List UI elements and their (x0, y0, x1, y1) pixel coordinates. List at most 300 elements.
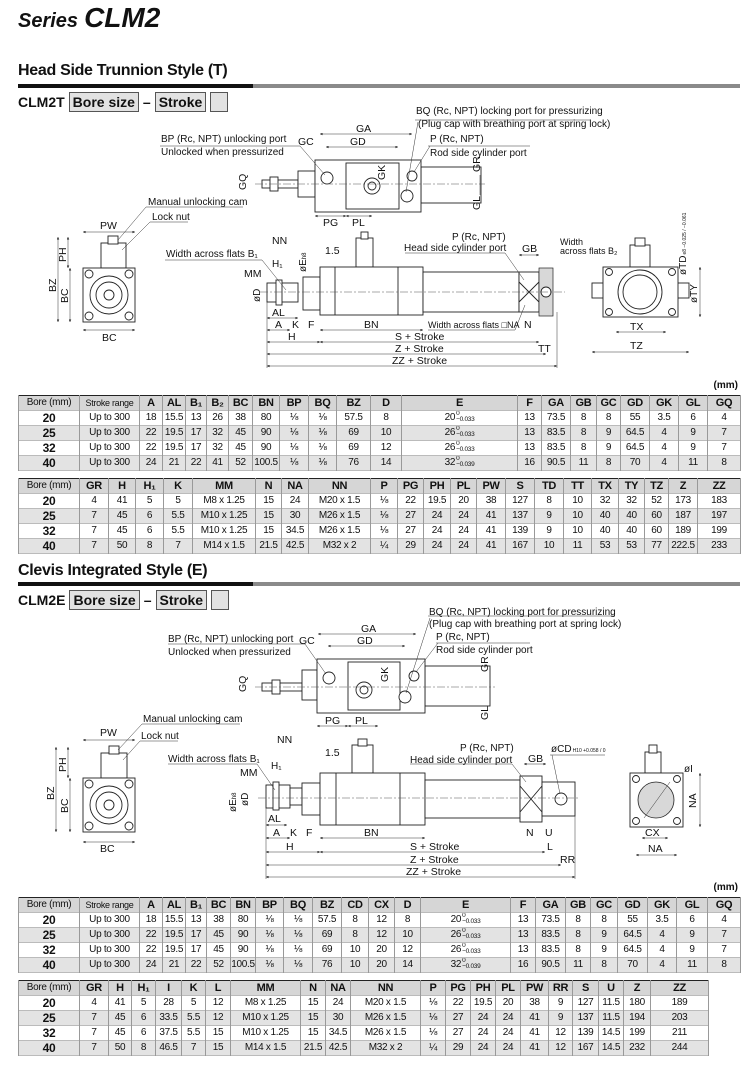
table-cell: 7 (708, 928, 741, 943)
column-header: TD (535, 479, 564, 494)
table-cell: Up to 300 (80, 943, 140, 958)
dim-bc-horizontal: BC (100, 843, 115, 855)
table-cell: 167 (573, 1041, 599, 1056)
dim-td: øTDe8 −0.025 / −0.061 (678, 212, 689, 275)
table-cell: 21 (163, 456, 186, 471)
table-cell: 69 (337, 441, 371, 456)
lock-nut-label: Lock nut (152, 212, 190, 223)
column-header: U (599, 981, 624, 996)
dim-gd: GD (350, 136, 366, 148)
column-header: F (511, 898, 536, 913)
table-cell: 60 (645, 524, 669, 539)
column-header: GA (536, 898, 566, 913)
table-cell: 64.5 (621, 426, 650, 441)
dim-gr: GR (479, 656, 491, 672)
column-header: GD (618, 898, 648, 913)
column-header: N (256, 479, 282, 494)
table-cell: 41 (109, 494, 136, 509)
column-header: D (395, 898, 421, 913)
table-cell: M10 x 1.25 (231, 1026, 301, 1041)
model-prefix: CLM2T (18, 94, 65, 110)
table-cell: 5.5 (164, 524, 193, 539)
column-header: NN (351, 981, 421, 996)
column-header: NA (282, 479, 309, 494)
table-cell: 13 (518, 441, 542, 456)
dim-gq: GQ (237, 675, 249, 692)
table-cell: ¼ (421, 1041, 446, 1056)
table-cell: 24 (451, 539, 477, 554)
table-cell: 40 (619, 509, 645, 524)
table-cell: 24 (451, 509, 477, 524)
table-cell: 12 (369, 928, 395, 943)
p-head-port-label: P (Rc, NPT) (452, 232, 506, 243)
bq-port-label: BQ (Rc, NPT) locking port for pressurizing (429, 607, 616, 618)
column-header: GB (571, 396, 597, 411)
dim-h: H (286, 841, 294, 853)
column-header: H (109, 479, 136, 494)
table-cell: 42.5 (282, 539, 309, 554)
table-cell: 7 (80, 1011, 109, 1026)
table-cell: 73.5 (536, 913, 566, 928)
dim-pg: PG (325, 715, 341, 727)
column-header: BQ (284, 898, 313, 913)
dim-gl: GL (479, 705, 491, 720)
table-cell: 32 (619, 494, 645, 509)
table-cell: 17 (186, 943, 207, 958)
column-header: B₂ (207, 396, 229, 411)
tolerance-upper: 0 (462, 957, 466, 965)
table-cell: 64.5 (618, 928, 648, 943)
series-prefix: Series (18, 10, 79, 32)
column-header: N (301, 981, 326, 996)
dim-zz-stroke: ZZ + Stroke (392, 355, 448, 367)
table-cell: ⅛ (280, 441, 309, 456)
column-header: PG (398, 479, 424, 494)
unit-label: (mm) (713, 882, 738, 893)
column-header: GC (591, 898, 618, 913)
column-header: TZ (645, 479, 669, 494)
table-cell: 27 (398, 524, 424, 539)
table-cell: 52 (229, 456, 253, 471)
bore-size-cell: 20 (19, 411, 80, 426)
table-cell: 8 (566, 913, 591, 928)
table-cell: 30 (326, 1011, 351, 1026)
table-cell: 211 (651, 1026, 709, 1041)
table-cell: 37.5 (156, 1026, 182, 1041)
table-cell: 8 (571, 441, 597, 456)
table-cell: 10 (535, 539, 564, 554)
column-header: P (371, 479, 398, 494)
table-cell: 8 (591, 913, 618, 928)
table-cell: 38 (477, 494, 506, 509)
table-cell: 45 (109, 1011, 132, 1026)
table-cell: 41 (521, 1026, 549, 1041)
table-cell: 42.5 (326, 1041, 351, 1056)
table-cell: 4 (80, 996, 109, 1011)
dim-ga: GA (361, 623, 377, 635)
table-cell: 203 (651, 1011, 709, 1026)
dim-l: L (547, 841, 553, 853)
dim-gc: GC (298, 136, 314, 148)
table-cell: 32 (592, 494, 619, 509)
tolerance-upper: 0 (456, 425, 460, 433)
dim-nn: NN (272, 235, 288, 247)
table-cell: 8 (571, 426, 597, 441)
tolerance-nominal: 20 (444, 412, 456, 423)
table-cell: 4 (650, 441, 679, 456)
table-cell: 4 (708, 913, 741, 928)
table-cell: 14 (371, 456, 402, 471)
dim-1-5: 1.5 (325, 747, 340, 759)
table-cell: 24 (496, 1026, 521, 1041)
table-cell: 41 (207, 456, 229, 471)
column-header: GQ (708, 898, 741, 913)
dim-ph: PH (57, 247, 69, 262)
table-cell: 13 (186, 913, 207, 928)
table-cell: 13 (511, 913, 536, 928)
table-cell: 9 (549, 996, 573, 1011)
table-cell: 32 (207, 426, 229, 441)
tolerance-nominal: 32 (444, 457, 456, 468)
table-cell: 22 (186, 456, 207, 471)
table-cell: ⅛ (284, 943, 313, 958)
table-cell: 139 (573, 1026, 599, 1041)
table-cell: 77 (645, 539, 669, 554)
bore-size-cell: 25 (19, 426, 80, 441)
dim-bc-horizontal: BC (102, 332, 117, 344)
table-cell: 14.5 (599, 1026, 624, 1041)
table-cell: 6 (132, 1011, 156, 1026)
dim-na-horizontal: NA (648, 843, 663, 855)
table-cell: 19.5 (471, 996, 496, 1011)
p-rod-port-label: P (Rc, NPT) (436, 632, 490, 643)
unit-label: (mm) (713, 380, 738, 391)
column-header: F (518, 396, 542, 411)
dim-h1: H₁ (271, 761, 282, 772)
table-cell: M10 x 1.25 (231, 1011, 301, 1026)
column-header: BC (207, 898, 231, 913)
table-cell: 24 (496, 1041, 521, 1056)
table-cell: 27 (446, 1026, 471, 1041)
table-cell: 11 (566, 958, 591, 973)
bore-size-cell: 32 (19, 943, 80, 958)
table-cell: 8 (342, 913, 369, 928)
table-cell: 21.5 (256, 539, 282, 554)
table-cell: ⅛ (256, 928, 284, 943)
dim-al: AL (268, 813, 281, 825)
table-cell: 55 (621, 411, 650, 426)
bore-size-cell: 20 (19, 913, 80, 928)
column-header: H (109, 981, 132, 996)
column-header: PW (521, 981, 549, 996)
table-cell: 15 (206, 1026, 231, 1041)
section-title-clevis: Clevis Integrated Style (E) (18, 562, 208, 579)
model-prefix: CLM2E (18, 592, 66, 608)
table-cell: 15 (206, 1041, 231, 1056)
table-cell: 22 (140, 928, 163, 943)
column-header: BP (280, 396, 309, 411)
table-cell: 137 (573, 1011, 599, 1026)
table-cell: 5 (182, 996, 206, 1011)
dim-pw: PW (100, 727, 117, 739)
column-header: GQ (708, 396, 741, 411)
table-cell: 199 (624, 1026, 651, 1041)
table-cell: 45 (109, 1026, 132, 1041)
table-cell: 20 (369, 958, 395, 973)
bore-size-cell: 25 (19, 928, 80, 943)
tolerance-upper: 0 (456, 410, 460, 418)
table-cell: 9 (677, 928, 708, 943)
table-cell: 21 (163, 958, 186, 973)
table-cell: 41 (477, 524, 506, 539)
table-cell: 137 (506, 509, 535, 524)
table-cell: M10 x 1.25 (193, 509, 256, 524)
table-cell: 9 (597, 441, 621, 456)
table-cell: M8 x 1.25 (193, 494, 256, 509)
table-cell: 41 (521, 1011, 549, 1026)
table-cell: 7 (80, 524, 109, 539)
table-cell: 16 (511, 958, 536, 973)
table-cell: 10 (564, 494, 592, 509)
tolerance-lower: −0.033 (462, 933, 481, 941)
table-cell: ⅛ (280, 456, 309, 471)
table-cell: 11 (679, 456, 708, 471)
dim-e: øEh8 (298, 252, 309, 272)
table-cell: 9 (679, 441, 708, 456)
dim-f: F (306, 827, 313, 839)
dim-n: N (524, 319, 532, 331)
table-cell: 11 (677, 958, 708, 973)
dim-od: øD (240, 792, 251, 806)
table-cell: 4 (648, 958, 677, 973)
table-cell: 7 (80, 509, 109, 524)
width-across-flats-na-label: Width across flats □NA (428, 320, 520, 330)
dim-e: øEh8 (228, 792, 239, 812)
table-cell: 53 (619, 539, 645, 554)
table-cell: 12 (369, 913, 395, 928)
table-cell: 52 (645, 494, 669, 509)
dim-k: K (292, 319, 300, 331)
table-cell: 24 (326, 996, 351, 1011)
column-header: TX (592, 479, 619, 494)
table-cell: ⅛ (421, 1011, 446, 1026)
table-cell: 29 (446, 1041, 471, 1056)
table-cell: 13 (518, 411, 542, 426)
table-cell: 12 (206, 1011, 231, 1026)
table-cell: 69 (313, 943, 342, 958)
table-cell: 17 (186, 441, 207, 456)
table-cell: 38 (229, 411, 253, 426)
table-cell: 127 (506, 494, 535, 509)
table-cell: 6 (136, 509, 164, 524)
column-header: GL (677, 898, 708, 913)
table-cell: 11 (564, 539, 592, 554)
table-cell: 13 (518, 426, 542, 441)
column-header: Z (624, 981, 651, 996)
unlocked-note: Unlocked when pressurized (161, 147, 284, 158)
table-cell: ⅛ (280, 426, 309, 441)
bore-size-cell: 20 (19, 996, 80, 1011)
table-cell: 8 (136, 539, 164, 554)
table-cell: M26 x 1.5 (351, 1026, 421, 1041)
table-cell: 15 (256, 524, 282, 539)
table-cell: 12 (206, 996, 231, 1011)
tolerance-nominal: 20 (450, 914, 462, 925)
table-cell: 5.5 (182, 1011, 206, 1026)
table-cell: 60 (645, 509, 669, 524)
table-cell: 20 (451, 494, 477, 509)
table-cell: 27 (398, 509, 424, 524)
table-cell: 5.5 (164, 509, 193, 524)
table-cell: 8 (708, 456, 741, 471)
column-header: PH (471, 981, 496, 996)
stroke-box: Stroke (156, 590, 208, 610)
dim-n: N (526, 827, 534, 839)
dim-bz: BZ (47, 278, 59, 292)
dim-s-stroke: S + Stroke (410, 841, 460, 853)
table-cell: 83.5 (536, 928, 566, 943)
table-cell: 9 (549, 1011, 573, 1026)
dim-s-stroke: S + Stroke (395, 331, 445, 343)
dim-gd: GD (357, 635, 373, 647)
section-title-trunnion: Head Side Trunnion Style (T) (18, 62, 228, 79)
table-cell: 90 (231, 943, 256, 958)
dim-ga: GA (356, 123, 372, 135)
column-header: BQ (309, 396, 337, 411)
table-cell: 7 (164, 539, 193, 554)
table-cell: 34.5 (326, 1026, 351, 1041)
table-cell: ⅛ (371, 509, 398, 524)
table-cell: 244 (651, 1041, 709, 1056)
column-header: TT (564, 479, 592, 494)
table-cell: 27 (446, 1011, 471, 1026)
width-across-flats-b1-label: Width across flats B₁ (168, 754, 260, 765)
table-cell: 8 (132, 1041, 156, 1056)
column-header: E (421, 898, 511, 913)
table-cell: 22 (398, 494, 424, 509)
bp-port-label: BP (Rc, NPT) unlocking port (161, 134, 287, 145)
table-cell: 41 (477, 509, 506, 524)
dim-ty: øTY (689, 284, 700, 303)
table-cell: 10 (342, 943, 369, 958)
table-cell: 50 (109, 539, 136, 554)
table-cell: 4 (650, 426, 679, 441)
stroke-box: Stroke (155, 92, 207, 112)
tolerance-nominal: 32 (450, 959, 462, 970)
column-header: PW (477, 479, 506, 494)
column-header: ZZ (651, 981, 709, 996)
table-cell: Up to 300 (80, 928, 140, 943)
table-cell: M14 x 1.5 (231, 1041, 301, 1056)
tolerance-upper: 0 (462, 912, 466, 920)
table-cell: 3.5 (648, 913, 677, 928)
table-cell: M32 x 2 (309, 539, 371, 554)
table-cell: 8 (591, 958, 618, 973)
table-cell: 4 (80, 494, 109, 509)
table-cell: 50 (109, 1041, 132, 1056)
column-header: I (156, 981, 182, 996)
table-cell: 15 (301, 996, 326, 1011)
dim-h1: H₁ (272, 259, 283, 270)
dim-pl: PL (355, 715, 368, 727)
width-across-flats-b2-label-2: across flats B₂ (560, 246, 618, 256)
table-cell: 57.5 (337, 411, 371, 426)
table-cell: 10 (342, 958, 369, 973)
table-cell: 180 (624, 996, 651, 1011)
tolerance-lower: −0.033 (456, 446, 475, 454)
table-cell: 9 (535, 509, 564, 524)
dim-rr: RR (560, 854, 576, 866)
table-cell: 8 (566, 943, 591, 958)
table-cell: 24 (140, 456, 163, 471)
column-header: D (371, 396, 402, 411)
column-header: S (573, 981, 599, 996)
dim-nn: NN (277, 734, 293, 746)
column-header: RR (549, 981, 573, 996)
table-cell: 24 (471, 1026, 496, 1041)
table-cell: 15.5 (163, 913, 186, 928)
dim-a: A (273, 827, 281, 839)
table-cell: 194 (624, 1011, 651, 1026)
bore-size-cell: 25 (19, 509, 80, 524)
table-cell: 45 (229, 441, 253, 456)
table-cell: 9 (591, 943, 618, 958)
table-cell: 167 (506, 539, 535, 554)
table-cell: ⅛ (284, 958, 313, 973)
plug-cap-note: (Plug cap with breathing port at spring lock) (418, 119, 611, 130)
table-cell: Up to 300 (80, 441, 140, 456)
column-header: Bore (mm) (19, 479, 80, 494)
table-cell: 12 (371, 441, 402, 456)
column-header: GR (80, 981, 109, 996)
table-cell: 10 (371, 426, 402, 441)
column-header: AL (163, 898, 186, 913)
column-header: Stroke range (80, 898, 140, 913)
dim-gc: GC (299, 635, 315, 647)
bore-size-box: Bore size (69, 590, 139, 610)
tolerance-upper: 0 (456, 455, 460, 463)
table-cell: ⅛ (284, 928, 313, 943)
dash: – (142, 94, 151, 110)
table-cell: 9 (677, 943, 708, 958)
table-cell: 183 (698, 494, 741, 509)
table-cell: 7 (708, 426, 741, 441)
table-cell: Up to 300 (80, 411, 140, 426)
dim-tt: TT (538, 343, 551, 355)
table-cell: ⅛ (284, 913, 313, 928)
table-cell: 24 (424, 524, 451, 539)
tolerance-lower: −0.033 (456, 431, 475, 439)
column-header: GK (648, 898, 677, 913)
table-cell: 10 (564, 524, 592, 539)
table-cell: 24 (140, 958, 163, 973)
table-cell: 29 (398, 539, 424, 554)
column-header: BP (256, 898, 284, 913)
column-header: K (164, 479, 193, 494)
table-cell: 8 (371, 411, 402, 426)
table-cell: 40 (592, 524, 619, 539)
table-cell: 22 (446, 996, 471, 1011)
table-cell: 4 (650, 456, 679, 471)
tolerance-upper: 0 (462, 942, 466, 950)
column-header: GL (679, 396, 708, 411)
tolerance-lower: −0.033 (462, 948, 481, 956)
table-cell: 55 (618, 913, 648, 928)
table-cell: 7 (708, 441, 741, 456)
column-header: GK (650, 396, 679, 411)
table-cell: 4 (708, 411, 741, 426)
dim-u: U (545, 827, 553, 839)
